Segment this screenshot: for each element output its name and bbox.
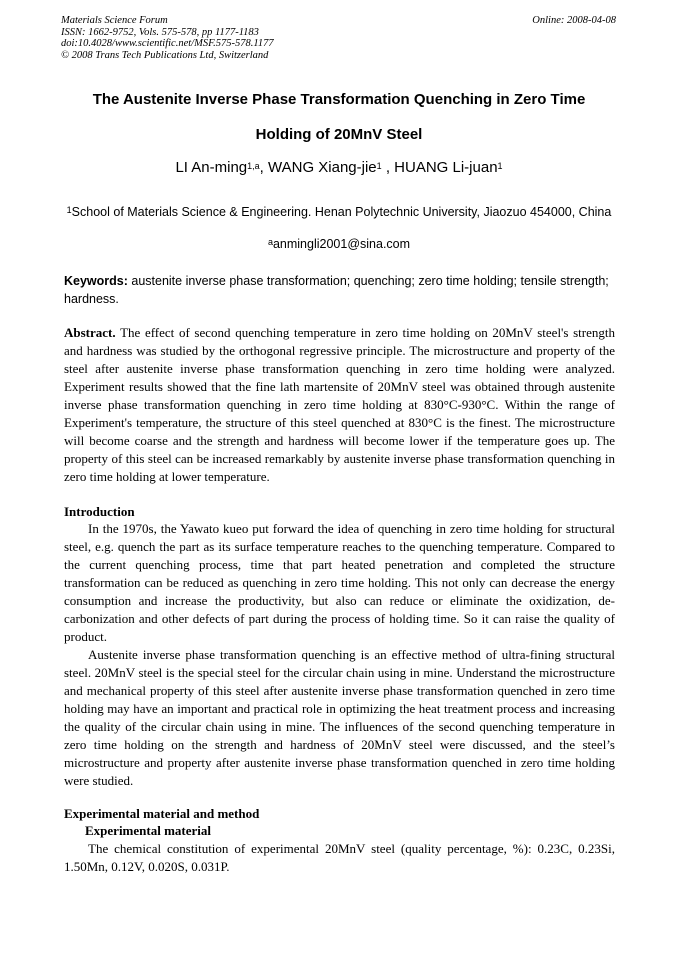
- author-2: , WANG Xiang-jie: [259, 159, 377, 176]
- experimental-paragraph-1: The chemical constitution of experimental 20MnV steel (quality percentage, %): 0.23C, 0.23Si, 1.50Mn, 0.12V, 0.020S, 0.031P.: [64, 841, 615, 874]
- abstract-label: Abstract.: [64, 325, 116, 340]
- affiliation-mark: 1: [66, 205, 72, 215]
- introduction-heading: Introduction: [64, 504, 135, 519]
- introduction-paragraph-2: Austenite inverse phase transformation quenching is an effective method of ultra-fining structural steel. 20MnV steel is the special steel for the circular chain using in mine. Understand the microstructure and mechanical property of this steel after austenite inverse phase transformation quenched in zero time holding may have an important and practical role in optimizing the heat treatment process and increasing the quality of the circular chain using in mine. The influences of the second quenching temperature in zero time holding on the strength and hardness of 20MnV steel were discussed, and the steel’s microstructure and property after austenite inverse phase transformation quenched in zero time holding were studied.: [64, 647, 615, 788]
- journal-issn: ISSN: 1662-9752, Vols. 575-578, pp 1177-1183: [61, 26, 259, 38]
- introduction-paragraph-1: In the 1970s, the Yawato kueo put forward the idea of quenching in zero time holding for structural steel, e.g. quench the part as its surface temperature reaches to the quenching temperature. Compared to the current quenching process, time that part heated penetration and completed the structure transformation can be reduced as quenching in zero time holding. This not only can decrease the energy consumption and increase the productivity, but also can reduce or eliminate the oxidization, de-carbonization and other defects of part during the process of holding time. So it can raise the quality of product.: [64, 521, 615, 644]
- email-text: anmingli2001@sina.com: [272, 237, 411, 251]
- online-date: Online: 2008-04-08: [532, 15, 616, 26]
- author-1-affiliation-mark: 1,a: [247, 161, 260, 171]
- journal-name: Materials Science Forum: [61, 15, 168, 26]
- keywords-text: austenite inverse phase transformation; quenching; zero time holding; tensile strength; hardness.: [64, 274, 609, 306]
- paper-title-line-2: Holding of 20MnV Steel: [255, 126, 423, 143]
- introduction-body: [64, 520, 615, 790]
- affiliation-text: School of Materials Science & Engineering. Henan Polytechnic University, Jiaozuo 454000, China: [71, 205, 612, 219]
- journal-copyright: © 2008 Trans Tech Publications Ltd, Switzerland: [61, 49, 269, 61]
- contact-email: [40, 236, 638, 252]
- affiliation: [40, 204, 638, 220]
- experimental-body: [64, 840, 615, 876]
- experimental-material-subheading: Experimental material: [85, 823, 211, 838]
- experimental-heading: Experimental material and method: [64, 806, 260, 821]
- paper-title-line-1: The Austenite Inverse Phase Transformation Quenching in Zero Time: [92, 91, 586, 108]
- author-2-affiliation-mark: 1: [376, 161, 382, 171]
- keywords-label: Keywords:: [64, 274, 128, 288]
- journal-header: [61, 15, 616, 61]
- author-1: LI An-ming: [175, 159, 248, 176]
- email-mark: a: [267, 237, 273, 247]
- journal-doi: doi:10.4028/www.scientific.net/MSF.575-578.1177: [61, 38, 274, 49]
- author-3: , HUANG Li-juan: [381, 159, 498, 176]
- keywords: [64, 272, 616, 308]
- abstract: [64, 324, 615, 486]
- author-list: [40, 158, 638, 178]
- abstract-text: The effect of second quenching temperature in zero time holding on 20MnV steel's strength and hardness was studied by the orthogonal regressive principle. The microstructure and property of the steel after austenite inverse phase transformation quenching in zero time holding were analyzed. Experiment results showed that the fine lath martensite of 20MnV steel was obtained through austenite inverse phase transformation quenching in zero time holding at 830°C-930°C. Within the range of Experiment's temperature, the structure of this steel quenched at 830°C is the finest. The microstructure will become coarse and the strength and hardness will become lower if the temperature goes up. The property of this steel can be increased remarkably by austenite inverse phase transformation quenching in zero time holding at lower temperature.: [64, 325, 615, 484]
- author-3-affiliation-mark: 1: [497, 161, 503, 171]
